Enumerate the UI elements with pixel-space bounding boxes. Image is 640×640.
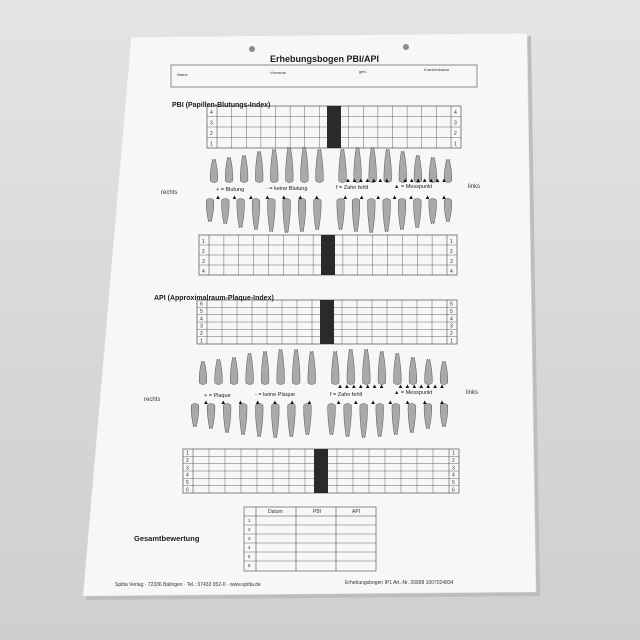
pbi-legend-f: f = Zahn fehlt [336, 185, 369, 191]
summary-row-number: 4 [248, 545, 251, 550]
pbi-lower-row-number: 1 [450, 238, 453, 245]
api-upper-row-number: 3 [200, 323, 203, 330]
pbi-lower-row-number: 3 [202, 258, 205, 265]
summary-row-number: 2 [248, 527, 251, 532]
punch-hole-right [403, 44, 409, 50]
api-upper-row-number: 5 [200, 309, 203, 316]
api-upper-row-number: 4 [450, 316, 453, 323]
pbi-legend-minus: - = keine Blutung [266, 186, 308, 192]
pbi-lower-row-number: 2 [202, 248, 205, 255]
api-legend-mark: ▲ = Messpunkt [394, 390, 433, 396]
pbi-heading: PBI (Papillen-Blutungs-Index) [172, 102, 271, 109]
field-geb-label: geb. [359, 69, 367, 74]
pbi-lower-row-number: 2 [450, 248, 453, 255]
pbi-side-left: links [468, 184, 481, 190]
api-lower-row-number: 4 [452, 472, 455, 479]
pbi-upper-row-number: 3 [210, 120, 213, 127]
api-upper-row-number: 1 [200, 338, 203, 345]
footer-article: Erhebungsbogen IP1 Art.-Nr. 20998 1007024834 [345, 580, 454, 586]
form-title: Erhebungsbogen PBI/API [270, 54, 380, 64]
api-upper-row-number: 4 [200, 316, 203, 323]
api-upper-row-number: 3 [450, 323, 453, 330]
api-upper-row-number: 6 [200, 301, 203, 308]
summary-row-number: 3 [248, 536, 251, 541]
pbi-upper-row-number: 1 [210, 141, 213, 148]
pbi-upper-row-number: 2 [210, 131, 213, 138]
pbi-lower-row-number: 4 [202, 268, 205, 275]
pbi-upper-row-number: 2 [454, 131, 457, 138]
api-lower-row-number: 5 [186, 480, 189, 487]
field-name-label: Name [177, 72, 188, 77]
pbi-legend-plus: + = Blutung [216, 187, 245, 193]
api-upper-row-number: 1 [450, 338, 453, 345]
summary-col-pbi: PBI [313, 509, 322, 515]
api-lower-row-number: 3 [452, 465, 455, 472]
pbi-upper-row-number: 3 [454, 120, 457, 127]
api-lower-row-number: 2 [186, 458, 189, 465]
api-lower-row-number: 1 [452, 450, 455, 457]
summary-col-api: API [352, 509, 361, 515]
pbi-upper-midline [327, 106, 341, 148]
api-side-left: links [466, 390, 479, 396]
api-lower-row-number: 6 [452, 487, 455, 494]
summary-row-number: 1 [248, 518, 251, 523]
pbi-lower-row-number: 3 [450, 258, 453, 265]
pbi-upper-row-number: 1 [454, 141, 457, 148]
api-lower-row-number: 4 [186, 472, 189, 479]
pbi-upper-row-number: 4 [454, 110, 457, 117]
summary-col-datum: Datum [268, 509, 283, 515]
api-legend-plus: + = Plaque [204, 393, 231, 399]
api-side-right: rechts [144, 397, 161, 403]
footer-publisher: Spitta Verlag · 72336 Balingen · Tel.: 07433 952-0 · www.spitta.de [115, 582, 261, 588]
api-upper-row-number: 6 [450, 301, 453, 308]
api-upper-row-number: 2 [450, 331, 453, 338]
api-lower-row-number: 3 [186, 465, 189, 472]
pbi-lower-row-number: 4 [450, 268, 453, 275]
api-lower-row-number: 5 [452, 480, 455, 487]
summary-row-number: 5 [248, 554, 251, 559]
api-heading: API (Approximalraum-Plaque-Index) [154, 295, 274, 302]
field-krankenkasse-label: Krankenkasse [424, 67, 450, 72]
api-upper-row-number: 5 [450, 309, 453, 316]
pbi-legend-mark: ▲ = Messpunkt [394, 184, 433, 190]
summary-label: Gesamtbewertung [134, 534, 200, 543]
api-lower-row-number: 2 [452, 458, 455, 465]
pbi-lower-row-number: 1 [202, 238, 205, 245]
summary-row-number: 6 [248, 563, 251, 568]
api-lower-row-number: 6 [186, 487, 189, 494]
api-lower-row-number: 1 [186, 450, 189, 457]
api-upper-midline [320, 300, 334, 344]
pbi-side-right: rechts [161, 190, 178, 196]
punch-hole-left [249, 46, 255, 52]
pbi-lower-midline [321, 235, 335, 275]
api-lower-midline [314, 449, 328, 493]
api-legend-f: f = Zahn fehlt [330, 392, 363, 398]
field-vorname-label: Vorname [270, 70, 287, 75]
api-upper-row-number: 2 [200, 331, 203, 338]
api-legend-minus: - = keine Plaque [255, 392, 295, 398]
pbi-upper-row-number: 4 [210, 110, 213, 117]
